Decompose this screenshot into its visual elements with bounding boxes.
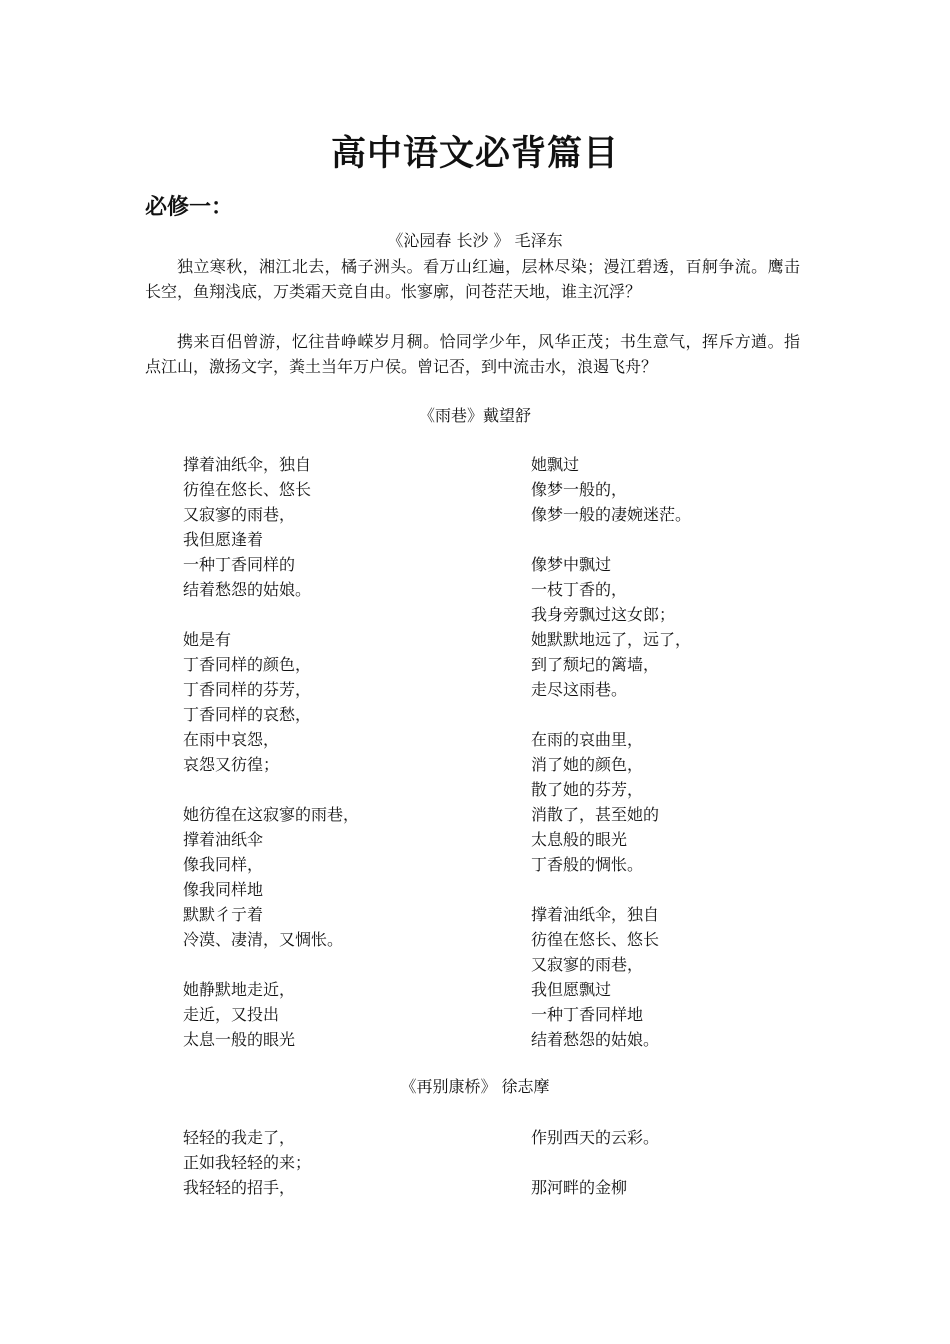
poem-line: 冷漠、凄清，又惆怅。 (183, 930, 344, 949)
poem-column-left (183, 452, 359, 1052)
poem-line: 像梦一般的凄婉迷茫。 (531, 505, 692, 524)
poem-line: 走尽这雨巷。 (531, 680, 628, 699)
poem-line: 我但愿飘过 (531, 980, 612, 999)
poem-line: 我身旁飘过这女郎； (531, 605, 676, 624)
poem-line: 消散了，甚至她的 (531, 805, 660, 824)
poem-column-right (531, 452, 691, 1052)
poem-column-left (183, 1125, 311, 1200)
poem-line: 一种丁香同样地 (531, 1005, 644, 1024)
poem-line: 结着愁怨的姑娘。 (183, 580, 312, 599)
poem-line: 散了她的芬芳， (531, 780, 644, 799)
poem-line: 她默默地远了，远了， (531, 630, 692, 649)
section-heading: 必修一： (145, 195, 234, 220)
poem-line: 正如我轻轻的来； (183, 1153, 312, 1172)
poem-line: 作别西天的云彩。 (531, 1128, 660, 1147)
poem-line: 像我同样， (183, 855, 264, 874)
poem-line: 太息一般的眼光 (183, 1030, 296, 1049)
poem-line: 到了颓圮的篱墙， (531, 655, 660, 674)
poem-line: 撑着油纸伞，独自 (531, 905, 660, 924)
poem-line: 消了她的颜色， (531, 755, 644, 774)
poem-column-right (531, 1125, 659, 1200)
poem-line: 在雨中哀怨， (183, 730, 280, 749)
poem-line (531, 877, 691, 902)
poem-line: 丁香同样的颜色， (183, 655, 312, 674)
poem-paragraph: 携来百侣曾游，忆往昔峥嵘岁月稠。恰同学少年，风华正茂；书生意气，挥斥方遒。指点江山，激扬文字，粪土当年万户侯。曾记否，到中流击水，浪遏飞舟？ (145, 332, 800, 376)
poem-line: 一枝丁香的， (531, 580, 628, 599)
poem-line: 她飘过 (531, 455, 580, 474)
poem-line: 她静默地走近， (183, 980, 296, 999)
poem-line: 丁香同样的哀愁， (183, 705, 312, 724)
poem-line: 像梦一般的， (531, 480, 628, 499)
poem-paragraph: 独立寒秋，湘江北去，橘子洲头。看万山红遍，层林尽染；漫江碧透，百舸争流。鹰击长空，鱼翔浅底，万类霜天竞自由。怅寥廓，问苍茫天地，谁主沉浮？ (145, 257, 800, 301)
page-title: 高中语文必背篇目 (330, 134, 619, 174)
poem-line: 一种丁香同样的 (183, 555, 296, 574)
poem-line: 她彷徨在这寂寥的雨巷， (183, 805, 360, 824)
poem-line (183, 602, 359, 627)
poem-line: 撑着油纸伞，独自 (183, 455, 312, 474)
poem-line: 我但愿逢着 (183, 530, 264, 549)
poem-line: 彷徨在悠长、悠长 (531, 930, 660, 949)
poem-line: 太息般的眼光 (531, 830, 628, 849)
poem-line: 轻轻的我走了， (183, 1128, 296, 1147)
poem-line: 她是有 (183, 630, 232, 649)
poem-line: 又寂寥的雨巷， (183, 505, 296, 524)
poem-line: 结着愁怨的姑娘。 (531, 1030, 660, 1049)
poem-line: 像梦中飘过 (531, 555, 612, 574)
poem-line (531, 702, 691, 727)
poem-title-zaibiekangqiao: 《再别康桥》 徐志摩 (400, 1077, 550, 1096)
poem-line: 丁香同样的芬芳， (183, 680, 312, 699)
poem-line: 彷徨在悠长、悠长 (183, 480, 312, 499)
poem-line: 撑着油纸伞 (183, 830, 264, 849)
poem-line (531, 527, 691, 552)
poem-line: 又寂寥的雨巷， (531, 955, 644, 974)
poem-line: 丁香般的惆怅。 (531, 855, 644, 874)
poem-line: 像我同样地 (183, 880, 264, 899)
poem-line: 那河畔的金柳 (531, 1178, 628, 1197)
poem-line (531, 1150, 659, 1175)
poem-line: 默默彳亍着 (183, 905, 264, 924)
poem-line: 我轻轻的招手， (183, 1178, 296, 1197)
poem-line: 哀怨又彷徨； (183, 755, 280, 774)
poem-line: 在雨的哀曲里， (531, 730, 644, 749)
poem-line: 走近，又投出 (183, 1005, 280, 1024)
poem-line (183, 777, 359, 802)
poem-title-yuxiang: 《雨巷》戴望舒 (418, 406, 531, 425)
poem-title-qinyuanchun: 《沁园春 长沙 》 毛泽东 (387, 231, 563, 250)
poem-line (183, 952, 359, 977)
